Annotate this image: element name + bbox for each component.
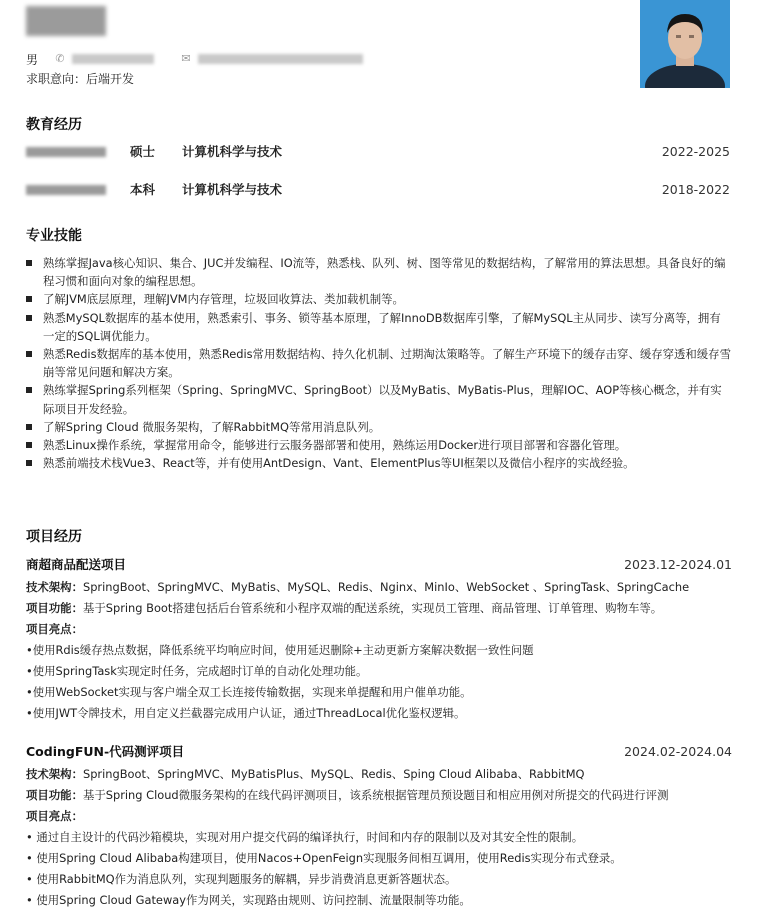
education-row <box>26 143 730 161</box>
project-header <box>26 743 732 761</box>
phone-icon: ✆ <box>55 52 65 65</box>
skill-item: 了解Spring Cloud 微服务架构，了解RabbitMQ等常用消息队列。 <box>26 418 732 436</box>
architecture-value: SpringBoot、SpringMVC、MyBatisPlus、MySQL、Redis、Sping Cloud Alibaba、RabbitMQ <box>82 767 585 781</box>
skill-item: 熟悉MySQL数据库的基本使用，熟悉索引、事务、锁等基本原理，了解InnoDB数据库引擎，了解MySQL主从同步、读写分离等，拥有一定的SQL调优能力。 <box>26 309 732 345</box>
highlight-item: •使用JWT令牌技术，用自定义拦截器完成用户认证，通过ThreadLocal优化鉴权逻辑。 <box>26 706 466 720</box>
email-redacted <box>198 54 363 64</box>
project-architecture <box>26 577 732 598</box>
major: 计算机科学与技术 <box>182 144 283 159</box>
job-intent-value: 后端开发 <box>86 72 135 86</box>
name-redacted <box>26 6 106 36</box>
function-value: 基于Spring Boot搭建包括后台管系统和小程序双端的配送系统，实现员工管理、商品管理、订单管理、购物车等。 <box>82 601 663 615</box>
skill-item: 熟悉Linux操作系统，掌握常用命令，能够进行云服务器部署和使用，熟练运用Docker进行项目部署和容器化管理。 <box>26 436 732 454</box>
education-period: 2018-2022 <box>661 182 730 197</box>
project-name: CodingFUN-代码测评项目 <box>26 744 185 759</box>
profile-photo <box>640 0 730 88</box>
project-block <box>26 556 732 724</box>
email-icon: ✉ <box>181 52 191 65</box>
project-name: 商超商品配送项目 <box>26 557 127 572</box>
highlight-item: • 使用RabbitMQ作为消息队列，实现判题服务的解耦，异步消费消息更新答题状态。 <box>26 872 457 886</box>
section-title-projects: 项目经历 <box>26 529 82 545</box>
phone-redacted <box>72 54 154 64</box>
skill-item: 熟悉Redis数据库的基本使用，熟悉Redis常用数据结构、持久化机制、过期淘汰策略等。了解生产环境下的缓存击穿、缓存穿透和缓存雪崩等常见问题和解决方案。 <box>26 345 732 381</box>
highlight-item: •使用SpringTask实现定时任务，完成超时订单的自动化处理功能。 <box>26 664 368 678</box>
function-label: 项目功能： <box>26 788 83 802</box>
highlight-item: • 使用Spring Cloud Gateway作为网关，实现路由规则、访问控制、流量限制等功能。 <box>26 893 471 907</box>
major: 计算机科学与技术 <box>182 182 283 197</box>
highlight-item: •使用Rdis缓存热点数据，降低系统平均响应时间，使用延迟删除+主动更新方案解决数据一致性问题 <box>26 643 534 657</box>
architecture-label: 技术架构： <box>26 580 83 594</box>
project-period: 2023.12-2024.01 <box>624 557 732 572</box>
function-label: 项目功能： <box>26 601 83 615</box>
architecture-value: SpringBoot、SpringMVC、MyBatis、MySQL、Redis、Nginx、MinIo、WebSocket 、SpringTask、SpringCache <box>82 580 690 594</box>
highlights-label: 项目亮点： <box>26 622 83 636</box>
skill-item: 了解JVM底层原理，理解JVM内存管理，垃圾回收算法、类加载机制等。 <box>26 290 732 308</box>
degree: 硕士 <box>130 144 156 159</box>
section-title-skills: 专业技能 <box>26 228 82 244</box>
education-period: 2022-2025 <box>661 144 730 159</box>
skill-item: 熟练掌握Java核心知识、集合、JUC并发编程、IO流等，熟悉栈、队列、树、图等常见的数据结构，了解常用的算法思想。具备良好的编程习惯和面向对象的编程思想。 <box>26 254 732 290</box>
job-intent <box>26 70 134 88</box>
function-value: 基于Spring Cloud微服务架构的在线代码评测项目，该系统根据管理员预设题目和相应用例对所提交的代码进行评测 <box>82 788 669 802</box>
section-title-education: 教育经历 <box>26 117 82 133</box>
school-redacted <box>26 185 106 195</box>
job-intent-label: 求职意向： <box>26 72 87 86</box>
highlight-item: • 通过自主设计的代码沙箱模块，实现对用户提交代码的编译执行，时间和内存的限制以及对其安全性的限制。 <box>26 830 584 844</box>
project-architecture <box>26 764 732 785</box>
project-period: 2024.02-2024.04 <box>624 744 732 759</box>
project-function <box>26 785 732 806</box>
gender: 男 <box>26 52 39 67</box>
highlight-item: •使用WebSocket实现与客户端全双工长连接传输数据，实现来单提醒和用户催单功能。 <box>26 685 472 699</box>
skill-item: 熟悉前端技术栈Vue3、React等，并有使用AntDesign、Vant、ElementPlus等UI框架以及微信小程序的实战经验。 <box>26 454 732 472</box>
profile-photo-image <box>640 0 730 88</box>
school-redacted <box>26 147 106 157</box>
project-highlights-label <box>26 619 732 640</box>
project-header <box>26 556 732 574</box>
highlights-label: 项目亮点： <box>26 809 83 823</box>
project-highlights-label <box>26 806 732 827</box>
contact-row <box>26 50 363 68</box>
project-block <box>26 743 732 911</box>
architecture-label: 技术架构： <box>26 767 83 781</box>
education-row <box>26 181 730 199</box>
project-function <box>26 598 732 619</box>
degree: 本科 <box>130 182 156 197</box>
skill-item: 熟练掌握Spring系列框架（Spring、SpringMVC、SpringBoot）以及MyBatis、MyBatis-Plus，理解IOC、AOP等核心概念，并有实际项目开发经验。 <box>26 381 732 417</box>
skills-list <box>26 254 732 472</box>
highlight-item: • 使用Spring Cloud Alibaba构建项目，使用Nacos+OpenFeign实现服务间相互调用，使用Redis实现分布式登录。 <box>26 851 622 865</box>
